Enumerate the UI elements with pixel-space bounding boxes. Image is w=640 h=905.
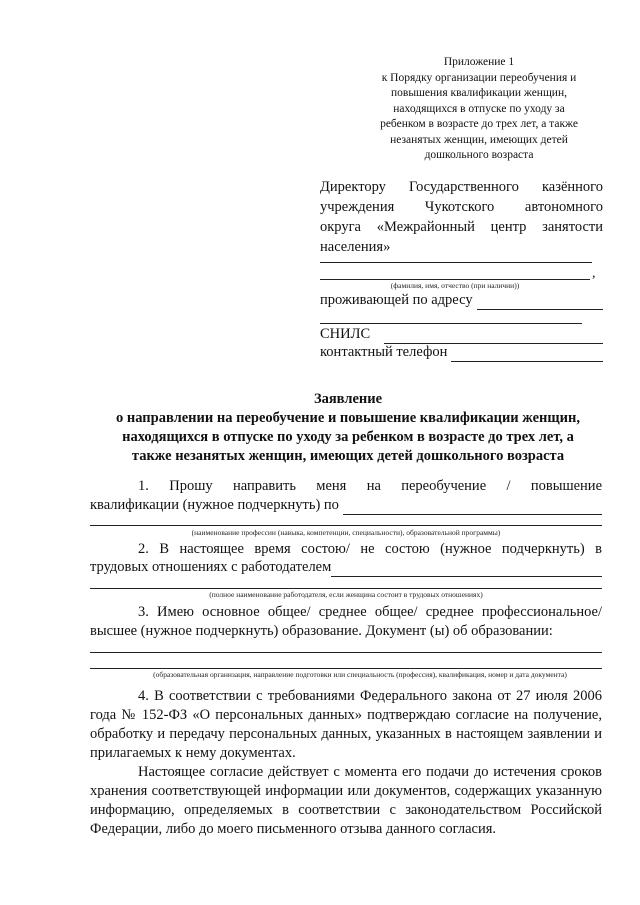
employer-field[interactable] xyxy=(331,562,602,577)
item2-line1: 2. В настоящее время состою/ не состою (нужное подчеркнуть) в xyxy=(138,541,602,557)
appendix-line: ребенком в возрасте до трех лет, а также xyxy=(380,118,578,130)
appendix-line: находящихся в отпуске по уходу за xyxy=(393,102,565,115)
snils-label: СНИЛС xyxy=(320,326,371,342)
snils-field[interactable] xyxy=(384,329,603,344)
item2-line2: трудовых отношениях с работодателем xyxy=(90,559,332,575)
profession-field[interactable] xyxy=(343,500,602,515)
consent-paragraph: Настоящее согласие действует с момента его подачи до истечения сроков хранения соответствующей информации или документов, содержащих указанную информацию, определяемых в соответствии с законодательством Российской Федерации, либо до моего письменного отзыва данного согласия. xyxy=(90,764,602,837)
item3-caption: (образовательная организация, направление подготовки или специальность (профессия), квалификация, номер и дата документа) xyxy=(153,670,567,679)
name-line-1[interactable] xyxy=(320,262,592,263)
phone-row xyxy=(320,343,603,362)
address-line-2[interactable] xyxy=(320,323,582,324)
title-line: о направлении на переобучение и повышение квалификации женщин, xyxy=(116,410,580,426)
phone-label: контактный телефон xyxy=(320,344,448,360)
appendix-line: дошкольного возраста xyxy=(424,149,534,161)
addressee-line: учреждения Чукотского автономного xyxy=(320,199,603,215)
appendix-note xyxy=(355,55,603,164)
phone-field[interactable] xyxy=(451,347,603,362)
item2-row2 xyxy=(90,558,602,577)
education-line-2[interactable] xyxy=(90,668,602,669)
address-label: проживающей по адресу xyxy=(320,292,473,308)
item1-caption: (наименование профессии (навыка, компетенции, специальности), образовательной программы) xyxy=(191,528,501,537)
education-line-1[interactable] xyxy=(90,652,602,653)
addressee-line: округа «Межрайонный центр занятости xyxy=(320,219,603,235)
appendix-line: к Порядку организации переобучения и xyxy=(381,71,577,84)
profession-line-2[interactable] xyxy=(90,525,602,526)
fio-caption: (фамилия, имя, отчество (при наличии)) xyxy=(390,281,520,290)
title-line: находящихся в отпуске по уходу за ребенком в возрасте до трех лет, а xyxy=(122,429,574,445)
item1-line1: 1. Прошу направить меня на переобучение / повышение xyxy=(138,478,602,494)
appendix-line: повышения квалификации женщин, xyxy=(390,87,567,99)
name-line-2[interactable] xyxy=(320,279,590,280)
item2-caption: (полное наименование работодателя, если женщина состоит в трудовых отношениях) xyxy=(209,590,483,599)
item3-line2: высшее (нужное подчеркнуть) образование. Документ (ы) об образовании: xyxy=(90,623,553,639)
item4-paragraph: 4. В соответствии с требованиями Федерального закона от 27 июля 2006 года № 152-ФЗ «О персональных данных» подтверждаю согласие на получение, обработку и передачу персональных данных, указанных в настоящем заявлении и прилагаемых к нему документах. xyxy=(90,688,602,761)
snils-row xyxy=(320,325,603,344)
address-row xyxy=(320,291,603,310)
employer-line-2[interactable] xyxy=(90,588,602,589)
appendix-line: незанятых женщин, имеющих детей xyxy=(390,133,568,146)
comma: , xyxy=(592,266,596,281)
addressee-line: населения» xyxy=(320,239,391,255)
address-field[interactable] xyxy=(477,295,603,310)
title-line: также незанятых женщин, имеющих детей дошкольного возраста xyxy=(131,448,565,464)
addressee-line: Директору Государственного казённого xyxy=(320,179,603,195)
appendix-line: Приложение 1 xyxy=(443,56,515,68)
item1-row2 xyxy=(90,496,602,515)
document-title xyxy=(88,390,608,466)
item3-line1: 3. Имею основное общее/ среднее общее/ среднее профессиональное/ xyxy=(138,604,602,620)
addressee-block xyxy=(320,177,603,257)
title-heading: Заявление xyxy=(313,391,383,407)
item1-line2: квалификации (нужное подчеркнуть) по xyxy=(90,497,339,513)
